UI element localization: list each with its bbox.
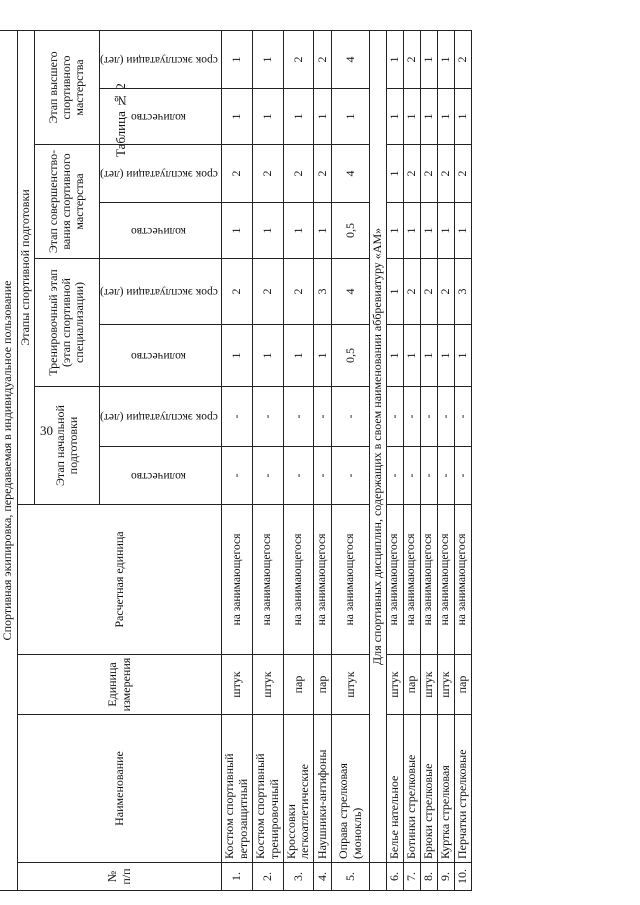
header-qty: количество [99,89,222,145]
row-unit: штук [421,655,438,715]
cell-term: - [253,387,284,447]
cell-quantity: - [222,447,253,505]
cell-quantity: 1 [404,89,421,145]
row-unit: штук [222,655,253,715]
row-calc: на занимающегося [421,505,438,655]
row-number: 3. [283,863,314,891]
cell-term: 2 [455,145,472,203]
row-number: 1. [222,863,253,891]
row-unit: штук [438,655,455,715]
row-number: 6. [387,863,404,891]
cell-term: - [438,387,455,447]
cell-term: 1 [438,30,455,88]
table-row [387,30,404,890]
table-row [314,30,332,890]
row-calc: на занимающегося [455,505,472,655]
cell-term: 3 [455,259,472,325]
cell-term: 2 [438,145,455,203]
cell-term: 2 [404,30,421,88]
row-name: Белье нательное [387,715,404,863]
header-term: срок эксплуатации (лет) [99,30,222,88]
row-number: 10. [455,863,472,891]
row-calc: на занимающегося [314,505,332,655]
cell-term: 2 [421,145,438,203]
cell-term: 2 [404,145,421,203]
rotated-table-wrapper [0,31,470,891]
row-calc: на занимающегося [332,505,370,655]
cell-term: 2 [314,145,332,203]
row-number: 5. [332,863,370,891]
cell-quantity: 1 [438,325,455,387]
cell-term: - [421,387,438,447]
row-number: 4. [314,863,332,891]
cell-quantity: - [404,447,421,505]
cell-quantity: 1 [455,325,472,387]
cell-term: 2 [222,145,253,203]
row-unit: пар [314,655,332,715]
cell-quantity: 1 [314,203,332,259]
table-row [222,30,253,890]
cell-term: 4 [332,145,370,203]
cell-quantity: 1 [387,203,404,259]
cell-quantity: - [387,447,404,505]
cell-quantity: 1 [387,89,404,145]
cell-quantity: 1 [283,89,314,145]
row-calc: на занимающегося [283,505,314,655]
cell-term: 4 [332,259,370,325]
cell-quantity: 1 [314,89,332,145]
cell-term: 1 [253,30,284,88]
row-unit: пар [283,655,314,715]
cell-quantity: 0,5 [332,325,370,387]
cell-term: 2 [222,259,253,325]
cell-term: 2 [421,259,438,325]
header-term: срок эксплуатации (лет) [99,387,222,447]
header-unit: Единица измерения [18,655,222,715]
row-calc: на занимающегося [222,505,253,655]
row-number: 9. [438,863,455,891]
cell-term: - [314,387,332,447]
cell-term: - [222,387,253,447]
cell-term: - [387,387,404,447]
cell-quantity: 1 [332,89,370,145]
header-qty: количество [99,447,222,505]
row-name: Наушники-антифоны [314,715,332,863]
row-unit: пар [404,655,421,715]
row-number: 7. [404,863,421,891]
cell-term: 1 [387,145,404,203]
row-calc: на занимающегося [404,505,421,655]
cell-quantity: 1 [314,325,332,387]
cell-term: 2 [283,259,314,325]
cell-quantity: - [438,447,455,505]
table-row [404,30,421,890]
header-term: срок эксплуатации (лет) [99,145,222,203]
cell-term: 1 [421,30,438,88]
row-calc: на занимающегося [387,505,404,655]
row-unit: штук [332,655,370,715]
row-name: Перчатки стрелковые [455,715,472,863]
cell-term: 1 [387,259,404,325]
cell-quantity: 1 [253,203,284,259]
cell-quantity: 1 [404,325,421,387]
cell-quantity: - [332,447,370,505]
cell-term: - [404,387,421,447]
table-row [421,30,438,890]
cell-quantity: 1 [222,89,253,145]
cell-quantity: 1 [253,89,284,145]
cell-quantity: 1 [455,89,472,145]
header-num: № п/п [18,863,222,891]
table-row [253,30,284,890]
cell-term: - [283,387,314,447]
header-calc: Расчетная единица [18,505,222,655]
table-row [332,30,370,890]
cell-quantity: 0,5 [332,203,370,259]
cell-quantity: 1 [455,203,472,259]
cell-term: 2 [438,259,455,325]
cell-quantity: - [283,447,314,505]
cell-term: 2 [404,259,421,325]
header-stage-2: Тренировочный этап (этап спортивной специализации) [34,259,99,387]
table-row [283,30,314,890]
cell-quantity: 1 [421,89,438,145]
cell-term: 2 [253,259,284,325]
cell-quantity: - [421,447,438,505]
cell-quantity: 1 [438,203,455,259]
row-name: Кроссовки легкоатлетические [283,715,314,863]
header-stage-3: Этап совершенство-вания спортивного мастерства [34,145,99,259]
cell-term: 2 [283,145,314,203]
row-unit: пар [455,655,472,715]
row-name: Брюки стрелковые [421,715,438,863]
cell-term: 2 [253,145,284,203]
cell-term: 1 [387,30,404,88]
cell-quantity: 1 [421,325,438,387]
row-name: Ботинки стрелковые [404,715,421,863]
cell-quantity: - [314,447,332,505]
group-label: Для спортивных дисциплин, содержащих в своем наименовании аббревиатуру «АМ» [370,30,387,862]
cell-quantity: 1 [421,203,438,259]
cell-quantity: 1 [438,89,455,145]
table-caption: Таблица № 2 [113,83,128,157]
header-name: Наименование [18,715,222,863]
row-name: Оправа стрелковая (монокль) [332,715,370,863]
cell-quantity: 1 [404,203,421,259]
row-name: Куртка стрелковая [438,715,455,863]
cell-quantity: - [455,447,472,505]
row-calc: на занимающегося [253,505,284,655]
header-qty: количество [99,325,222,387]
table-row [455,30,472,890]
cell-term: 2 [314,30,332,88]
cell-term: - [455,387,472,447]
cell-quantity: - [253,447,284,505]
header-qty: количество [99,203,222,259]
cell-term: 4 [332,30,370,88]
cell-term: 1 [222,30,253,88]
page-number: 30 [40,423,53,438]
row-number: 8. [421,863,438,891]
row-calc: на занимающегося [438,505,455,655]
cell-term: 2 [455,30,472,88]
row-number: 2. [253,863,284,891]
cell-quantity: 1 [253,325,284,387]
row-unit: штук [253,655,284,715]
cell-term: 3 [314,259,332,325]
header-stage-1: Этап начальной подготовки [34,387,99,505]
cell-term: 2 [283,30,314,88]
row-name: Костюм спортивный ветрозащитный [222,715,253,863]
table-title: Спортивная экипировка, передаваемая в индивидуальное пользование [0,30,18,890]
cell-quantity: 1 [222,325,253,387]
row-name: Костюм спортивный тренировочный [253,715,284,863]
equipment-table [0,30,472,891]
table-row [438,30,455,890]
cell-term: - [332,387,370,447]
cell-quantity: 1 [283,203,314,259]
header-term: срок эксплуатации (лет) [99,259,222,325]
header-stage-4: Этап высшего спортивного мастерства [34,30,99,144]
row-unit: штук [387,655,404,715]
header-stages: Этапы спортивной подготовки [18,30,35,504]
cell-quantity: 1 [222,203,253,259]
group-spacer [370,863,387,891]
cell-quantity: 1 [283,325,314,387]
cell-quantity: 1 [387,325,404,387]
